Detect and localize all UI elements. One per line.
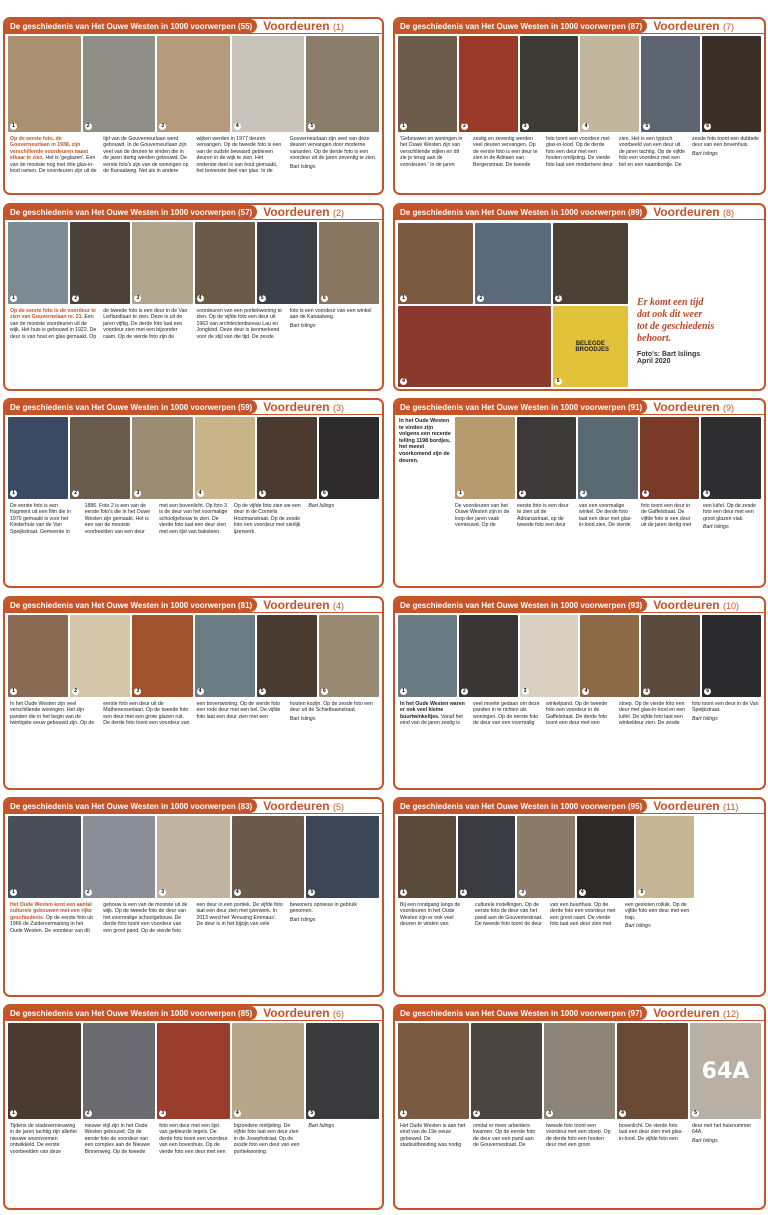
photo-credit: Foto's: Bart Islings (637, 351, 701, 358)
door-photo: 5 (641, 36, 700, 132)
door-photo: 4 (195, 417, 255, 499)
door-photo: 2 (471, 1023, 542, 1119)
panel-header (5, 1006, 382, 1021)
photo-strip (455, 417, 761, 499)
photo-strip (8, 222, 379, 304)
door-photo: 3 (553, 223, 628, 304)
door-photo: 4 (640, 417, 700, 499)
door-photo: 4 (232, 816, 305, 898)
article-panel (393, 398, 766, 588)
article-panel (3, 203, 384, 391)
door-photo: 2 (459, 36, 518, 132)
panel-header (5, 598, 382, 613)
door-photo: 2 (70, 417, 130, 499)
article-panel (393, 1004, 766, 1210)
door-photo: 3 (520, 615, 579, 697)
panel-header (5, 400, 382, 415)
door-photo: 1 (8, 816, 81, 898)
article-text: De voordeuren van het Ouwe Westen zijn in de loop der jaren vaak vernieuwd. Op de eerste foto is een deur te zien uit de Adrianastraat, op de tweede foto een deur van een voormalige winkel. De derde foto laat een deur met glas-in-lood zien. De vierde foto toont een deur in de Gaffelstraat. De vijfde foto is een deur uit de jaren dertig met een luifel. Op de zesde foto een deur met een groot glazen vlak. Bart Islings (455, 503, 757, 531)
article-text: Bij een rondgang langs de voordeuren in het Oude Westen zijn er ook veel deuren te vinden van culturele instellingen. Op de eerste foto de deur van het pand aan de Gouvernestraat. De tweede foto toont de deur van een buurthuis. Op de derde foto een voordeur met een groot raam. De vierde foto laat een deur zien met een gesloten rolluik. Op de vijfde foto een deur met een trap. Bart Islings (400, 902, 690, 930)
door-photo: 2 (83, 36, 156, 132)
photo-strip (398, 816, 694, 898)
article-panel (3, 797, 384, 997)
photo-strip (398, 615, 761, 697)
date: April 2020 (637, 358, 671, 365)
panel-header (5, 19, 382, 34)
door-photo: 3 (157, 36, 230, 132)
door-photo: 2 (83, 816, 156, 898)
panel-header (395, 1006, 764, 1021)
article-text: Op de eerste foto is de voordeur te zien van Gouvernelaan nr. 21. Een van de mooiste voordeuren uit de wijk. Het huis is gebouwd in 1922. De deur is van hout en glas gemaakt. Op de tweede foto is een deur in de Van Lieflandlaan te zien. Deze is uit de jaren vijftig. De derde foto laat een voordeur zien met een bijzonder raam. Op de vierde foto zijn de voordeuren van een portiekwoning te zien. Op de vijfde foto een deur uit 1963 van architectenbureau Lau en Jongkind. Deze deur is kenmerkend voor de stijl van die tijd. De zesde foto is een voordeur van een winkel aan de Kanaalweg. Bart Islings (10, 308, 372, 340)
door-photo: 4 (195, 222, 255, 304)
series-title: De geschiedenis van Het Ouwe Westen in 1000 voorwerpen (95) (395, 799, 647, 813)
section-title: Voordeuren (3) (263, 400, 344, 414)
photo-strip (8, 36, 379, 132)
door-photo: 2 (458, 816, 516, 898)
door-photo: 4 (580, 36, 639, 132)
panel-header (395, 19, 764, 34)
article-text: Op de eerste foto, de Gouverneurlaan in 1938, zijn verschillende voordeuren naast elkaar te zien. Het is 'geglazen'. Een van de mooiste nog met drie glas-in-lood ramen. De voordeuren zijn uit de tijd van de Gouverneurlaan werd gebouwd. In de Gouverneurlaan zijn veel van de deuren te vinden die in de jaren dertig werden gebouwd. De eerste foto's zijn van de woningen op de Kanaalweg. Net als in andere wijken werden in 1977 deuren vervangen. Op de tweede foto is een van de oudste bewaard gebleven deuren in de wijk te zien. Het onderste deel is van hout gemaakt, het bovenste deel van glas. In de Gouverneurlaan zijn veel van deze deuren vervangen door moderne varianten. Op de derde foto is een voordeur uit de jaren zeventig te zien. Bart Islings (10, 136, 377, 175)
door-photo: 2 (70, 615, 130, 697)
photo-strip (8, 1023, 379, 1119)
door-photo: 5 (257, 615, 317, 697)
section-title: Voordeuren (1) (263, 19, 344, 33)
door-photo: 6 (319, 222, 379, 304)
article-text: 'Gebouwen en woningen in het Ouwe Westen zijn van verschillende stijlen en dit zie je terug aan de voordeuren.' In de jaren zestig en zeventig werden veel deuren vervangen. Op de eerste foto is een deur te zien in de Adriaen van Bergenstraat. De tweede foto toont een voordeur met glas-in-lood. Op de derde foto een deur met een houten omlijsting. De vierde foto laat een modernere deur zien. Het is een typisch voorbeeld van een deur uit de jaren tachtig. Op de vijfde foto een voordeur met een bel en een naambordje. De zesde foto toont een dubbele deur van een bovenhuis. Bart Islings (400, 136, 759, 168)
door-photo: 1 (8, 222, 68, 304)
closing-quote: Er komt een tijd dat ook dit weer tot de geschiedenis behoort. (637, 297, 715, 344)
series-title: De geschiedenis van Het Ouwe Westen in 1000 voorwerpen (93) (395, 598, 647, 612)
door-photo: 4 (232, 1023, 305, 1119)
panel-header (395, 400, 764, 415)
series-title: De geschiedenis van Het Ouwe Westen in 1000 voorwerpen (89) (395, 205, 647, 219)
house-number: 64A (701, 1058, 750, 1084)
sidebar-text: In het Oude Westen te vinden zijn volgens een recente telling 1198 bordjes, het meest voorkomend zijn de deuren. (399, 418, 451, 464)
door-photo: 3 (157, 816, 230, 898)
door-photo: 5 (636, 816, 694, 898)
article-panel (393, 203, 766, 391)
panel-header (5, 799, 382, 814)
door-photo: 3 (578, 417, 638, 499)
section-title: Voordeuren (10) (653, 598, 739, 612)
series-title: De geschiedenis van Het Ouwe Westen in 1000 voorwerpen (83) (5, 799, 257, 813)
door-photo: 1 (398, 36, 457, 132)
section-title: Voordeuren (6) (263, 1006, 344, 1020)
section-title: Voordeuren (12) (653, 1006, 739, 1020)
article-text: Tijdens de stadsvernieuwing in de jaren tachtig zijn allerlei nieuwe woonvormen ontwikkeld. De eerste voorbeelden van deze nieuwe stijl zijn in het Oude Westen gebouwd. Op de eerste foto de voordeur van een complex aan de Nieuwe Binnenweg. Op de tweede foto een deur met een lijst van gekleurde tegels. De derde foto toont een voordeur van een bovenhuis. Op de vierde foto een deur met een bijzondere omlijsting. De vijfde foto laat een deur zien in de Josephstraat. Op de zesde foto een deur van een portiekwoning. Bart Islings (10, 1123, 335, 1155)
door-photo: 3 (132, 615, 192, 697)
panel-header (5, 205, 382, 220)
door-photo: 4 (398, 306, 551, 387)
door-photo: 1 (8, 417, 68, 499)
article-panel (3, 398, 384, 588)
series-title: De geschiedenis van Het Ouwe Westen in 1000 voorwerpen (87) (395, 19, 647, 33)
door-photo: 5 (641, 615, 700, 697)
section-title: Voordeuren (2) (263, 205, 344, 219)
door-photo: 1 (398, 1023, 469, 1119)
door-photo: 3 (157, 1023, 230, 1119)
article-text: Het Oude Westen kent een aantal culturele gebouwen met een rijke geschiedenis. Op de eerste foto uit 1966 de Zuidervermaning in het Oude Westen. De voordeur van dit gebouw is een van de mooiste uit de wijk. Op de tweede foto de deur van het voormalige schoolgebouw. De derde foto toont een voordeur van een groot pand. Op de vierde foto een deur in een portiek. De vijfde foto laat een deur zien met ijzerwerk. In 2013 werd het 'Amusing Emmaus'. De deur is in het bijzijn van vele bewoners opnieuw in gebruik genomen. Bart Islings (10, 902, 357, 934)
credits-block (637, 297, 762, 365)
photo-grid (398, 223, 628, 387)
article-panel (393, 17, 766, 195)
door-photo: 3 (517, 816, 575, 898)
door-photo: 2 (459, 615, 518, 697)
shop-sign: BELEGDE BROODJES (575, 340, 610, 353)
article-panel (393, 797, 766, 997)
door-photo: 4 (617, 1023, 688, 1119)
photo-strip (8, 417, 379, 499)
door-photo: 1 (8, 36, 81, 132)
article-panel (3, 17, 384, 195)
door-photo: 4 (577, 816, 635, 898)
section-title: Voordeuren (4) (263, 598, 344, 612)
door-photo: 3 (132, 222, 192, 304)
series-title: De geschiedenis van Het Ouwe Westen in 1000 voorwerpen (57) (5, 205, 257, 219)
door-photo: BELEGDE BROODJES 5 (553, 306, 628, 387)
article-text: Het Oude Westen is aan het eind van de 19e eeuw gebouwd. De stadsuitbreiding was nodig omdat er meer arbeiders kwamen. Op de eerste foto de deur van een pand aan de Gouvernestraat. De tweede foto toont een voordeur met een stoep. Op de derde foto een houten deur met een groot bovenlicht. De vierde foto laat een deur zien met glas-in-lood. De vijfde foto een deur met het huisnummer 64A. Bart Islings (400, 1123, 752, 1149)
door-photo: 2 (83, 1023, 156, 1119)
series-title: De geschiedenis van Het Ouwe Westen in 1000 voorwerpen (55) (5, 19, 257, 33)
series-title: De geschiedenis van Het Ouwe Westen in 1000 voorwerpen (81) (5, 598, 257, 612)
series-title: De geschiedenis van Het Ouwe Westen in 1000 voorwerpen (97) (395, 1006, 647, 1020)
door-photo: 64A 5 (690, 1023, 761, 1119)
section-title: Voordeuren (8) (653, 205, 734, 219)
photo-strip (398, 36, 761, 132)
door-photo: 2 (70, 222, 130, 304)
door-photo: 3 (132, 417, 192, 499)
door-photo: 6 (319, 417, 379, 499)
photo-strip (8, 816, 379, 898)
article-panel (3, 596, 384, 790)
door-photo: 6 (702, 36, 761, 132)
door-photo: 5 (257, 222, 317, 304)
door-photo: 2 (475, 223, 550, 304)
article-panel (393, 596, 766, 790)
door-photo: 1 (8, 1023, 81, 1119)
section-title: Voordeuren (7) (653, 19, 734, 33)
door-photo: 1 (398, 816, 456, 898)
series-title: De geschiedenis van Het Ouwe Westen in 1000 voorwerpen (59) (5, 400, 257, 414)
article-text: De eerste foto is een fragment uit een film die in 1970 gemaakt is voor het Kinderhuis van de Van Speijkstraat. Gemeente in 1886. Foto 2 is een van de eerste foto's die in het Ouwe Westen zijn gemaakt. Het is een van de mooiste voorbeelden van een deur met een bovenlicht. Op foto 3 is de deur van het voormalige schoolgebouw te zien. De vierde foto laat een deur zien met een lijst van baksteen. Op de vijfde foto zien we een deur in de Cornelis Houtmanstraat. Op de zesde foto een voordeur met sierlijk ijzerwerk. Bart Islings (10, 503, 335, 535)
article-text: In het Oude Westen zijn veel verschillende woningen. Het zijn panden die in het begin van de twintigste eeuw gebouwd zijn. Op de eerste foto een deur uit de Mathenesserlaan. Op de tweede foto een deur met een grote glazen ruit. De derde foto toont een voordeur van een bovenwoning. Op de vierde foto een rode deur met een bel. De vijfde foto laat een deur zien met een houten kozijn. Op de zesde foto een deur uit de Schietbaanstraat. Bart Islings (10, 701, 373, 727)
door-photo: 2 (517, 417, 577, 499)
door-photo: 4 (195, 615, 255, 697)
article-text: In het Oude Westen waren er ook veel kleine buurtwinkeltjes. Vanaf het eind van de jaren zestig is veel moeite gedaan om deze panden in te richten als woningen. Op de eerste foto de deur van een voormalig winkelpand. Op de tweede foto een voordeur in de Gaffelstraat. De derde foto toont een deur met een stoep. Op de vierde foto een deur met glas-in-lood en een luifel. De vijfde foto laat een winkeldeur zien. De zesde foto toont een deur in de Van Speijkstraat. Bart Islings (400, 701, 759, 727)
panel-header (395, 799, 764, 814)
series-title: De geschiedenis van Het Ouwe Westen in 1000 voorwerpen (91) (395, 400, 647, 414)
photo-strip (8, 615, 379, 697)
door-photo: 1 (8, 615, 68, 697)
photo-strip (398, 1023, 761, 1119)
door-photo: 3 (544, 1023, 615, 1119)
door-photo: 1 (455, 417, 515, 499)
door-photo: 4 (580, 615, 639, 697)
door-photo: 6 (319, 615, 379, 697)
door-photo: 3 (520, 36, 579, 132)
door-photo: 6 (702, 615, 761, 697)
door-photo: 5 (306, 1023, 379, 1119)
section-title: Voordeuren (9) (653, 400, 734, 414)
door-photo: 5 (257, 417, 317, 499)
series-title: De geschiedenis van Het Ouwe Westen in 1000 voorwerpen (85) (5, 1006, 257, 1020)
panel-header (395, 598, 764, 613)
door-photo: 1 (398, 223, 473, 304)
article-panel (3, 1004, 384, 1210)
door-photo: 5 (306, 816, 379, 898)
section-title: Voordeuren (5) (263, 799, 344, 813)
door-photo: 4 (232, 36, 305, 132)
door-photo: 1 (398, 615, 457, 697)
door-photo: 5 (701, 417, 761, 499)
door-photo: 5 (306, 36, 379, 132)
section-title: Voordeuren (11) (653, 799, 739, 813)
panel-header (395, 205, 764, 220)
